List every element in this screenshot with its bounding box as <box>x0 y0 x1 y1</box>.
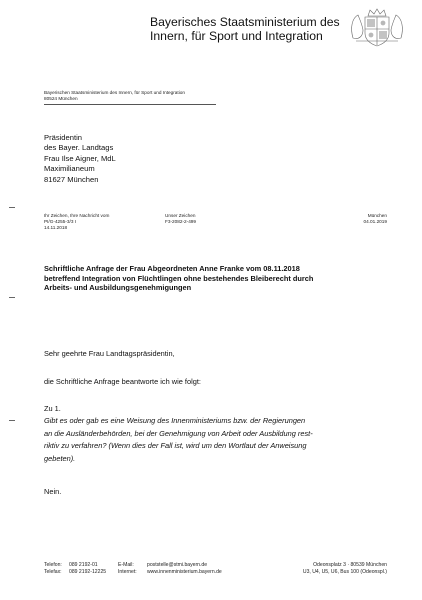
ministry-title-line2: Innern, für Sport und Integration <box>150 29 323 43</box>
reference-value: PI/G-4255-3/3 I <box>44 219 77 224</box>
footer-contact-labels <box>118 562 137 576</box>
subject-line: betreffend Integration von Flüchtlingen ohne bestehendes Bleiberecht durch <box>44 273 314 283</box>
recipient-line: Maximilianeum <box>44 164 95 174</box>
punch-mark <box>9 297 15 298</box>
recipient-line: Frau Ilse Aigner, MdL <box>44 153 116 163</box>
reference-label: Ihr Zeichen, Ihre Nachricht vom <box>44 213 110 218</box>
recipient-line: Präsidentin <box>44 133 82 142</box>
letter-subject <box>44 264 394 293</box>
footer-address <box>263 562 387 576</box>
phone-label: Telefon: <box>44 562 62 568</box>
subject-line: Schriftliche Anfrage der Frau Abgeordneten Anne Franke vom 08.11.2018 <box>44 264 300 273</box>
reference-our-sign <box>165 213 196 225</box>
question-line: gebeten). <box>44 453 76 463</box>
sender-line1: Bayerischen Staatsministerium des Innern, für Sport und Integration <box>44 90 185 95</box>
answer-text: Nein. <box>44 487 62 496</box>
salutation: Sehr geehrte Frau Landtagspräsidentin, <box>44 349 175 358</box>
transit-line: U3, U4, U5, U6, Bus 100 (Odeonspl.) <box>302 569 387 576</box>
question-line: Gibt es oder gab es eine Weisung des Innenministeriums bzw. der Regierungen <box>44 416 306 425</box>
ministry-title-line1: Bayerisches Staatsministerium des <box>150 15 340 29</box>
footer-phone-values <box>69 562 106 576</box>
reference-your-sign <box>44 213 109 231</box>
sender-address-line <box>44 90 185 102</box>
recipient-address <box>44 133 116 185</box>
phone-value: 089 2192-01 <box>69 562 98 568</box>
answer-heading: Zu 1. <box>44 404 61 413</box>
fax-label: Telefax: <box>44 569 62 576</box>
sender-divider <box>44 104 216 105</box>
fold-mark <box>9 207 15 208</box>
internet-value: www.innenministerium.bayern.de <box>147 569 222 576</box>
reference-value: 04.01.2019 <box>363 219 387 224</box>
recipient-line: des Bayer. Landtags <box>44 143 114 153</box>
reference-value: F3-2082-2-499 <box>165 219 197 224</box>
question-line: riktiv zu verfahren? (Wenn dies der Fall ist, wird um den Wortlaut der Anweisung <box>44 441 307 450</box>
question-line: an die Ausländerbehörden, bei der Genehmigung von Arbeit oder Ausbildung rest- <box>44 428 313 438</box>
fax-value: 089 2192-12225 <box>69 569 107 576</box>
subject-line: Arbeits- und Ausbildungsgenehmigungen <box>44 283 192 293</box>
intro-paragraph: die Schriftliche Anfrage beantworte ich wie folgt: <box>44 377 201 386</box>
question-text <box>44 415 384 465</box>
reference-place-date <box>306 213 387 225</box>
recipient-line: 81627 München <box>44 174 99 184</box>
footer-contact-values <box>147 562 222 576</box>
email-value: poststelle@stmi.bayern.de <box>147 562 208 568</box>
address-line: Odeonsplatz 3 · 80539 München <box>313 562 387 568</box>
internet-label: Internet: <box>118 569 137 576</box>
email-label: E-Mail: <box>118 562 134 568</box>
reference-label: München <box>367 213 387 218</box>
bavarian-coat-of-arms-icon <box>348 8 406 48</box>
fold-mark <box>9 420 15 421</box>
reference-value: 14.11.2018 <box>44 225 68 230</box>
footer-phone-labels <box>44 562 62 576</box>
sender-line2: 80524 München <box>44 96 78 101</box>
ministry-title <box>150 15 350 43</box>
reference-label: Unser Zeichen <box>165 213 196 218</box>
